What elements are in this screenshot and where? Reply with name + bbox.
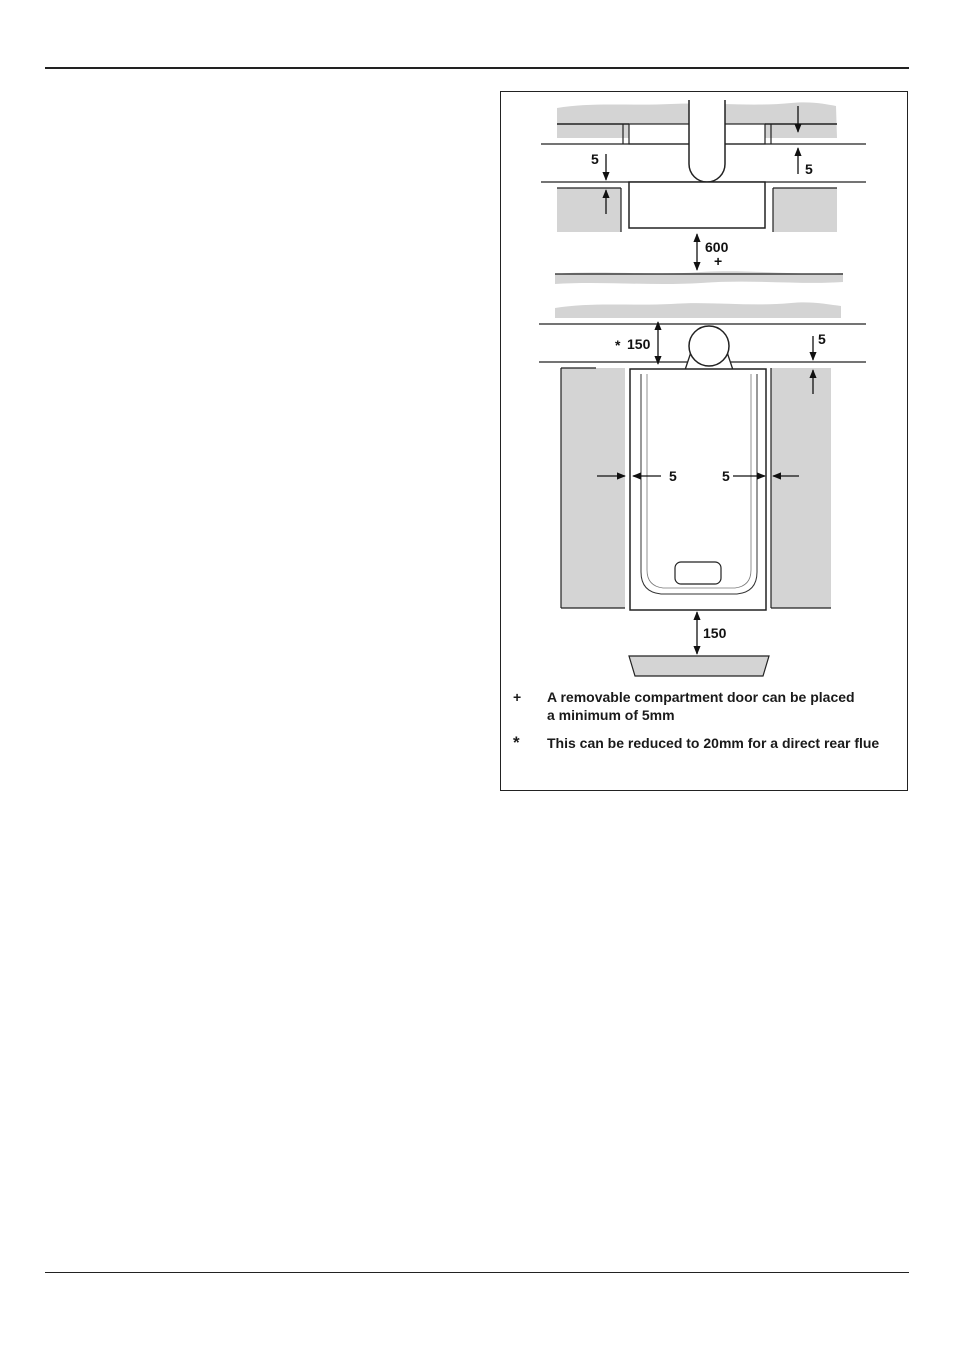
label-flue-symbol: * <box>615 337 621 353</box>
label-side-right: 5 <box>722 468 730 484</box>
right-cupboard-plan <box>773 188 837 232</box>
note-text: A removable compartment door can be placed <box>547 689 855 705</box>
label-side-left: 5 <box>669 468 677 484</box>
flue-pipe-plan <box>689 100 725 182</box>
left-cupboard-plan <box>557 188 621 232</box>
header-rule <box>45 67 909 69</box>
boiler-plan <box>629 182 765 228</box>
note-text: a minimum of 5mm <box>547 707 675 723</box>
label-top-clearance: 150 <box>627 336 651 352</box>
flue-pipe-elevation <box>689 326 729 366</box>
front-wall-plan <box>555 271 843 284</box>
ceiling-elevation <box>555 302 841 318</box>
left-cupboard-elevation <box>561 368 625 608</box>
label-bottom-clearance: 150 <box>703 625 727 641</box>
label-top-gap-right: 5 <box>805 161 813 177</box>
control-panel <box>675 562 721 584</box>
note-symbol: + <box>513 689 522 705</box>
label-front-clearance-symbol: + <box>714 253 723 269</box>
footer-rule <box>45 1272 909 1273</box>
label-top-gap-right-front: 5 <box>818 331 826 347</box>
clearance-diagram-frame <box>500 91 908 791</box>
clearance-diagram <box>501 92 909 792</box>
label-front-clearance: 600 <box>705 239 729 255</box>
label-top-gap-left: 5 <box>591 151 599 167</box>
note-text: This can be reduced to 20mm for a direct rear flue <box>547 735 880 751</box>
note-symbol: * <box>513 733 520 752</box>
base-unit <box>629 656 769 676</box>
right-cupboard-elevation <box>771 368 831 608</box>
